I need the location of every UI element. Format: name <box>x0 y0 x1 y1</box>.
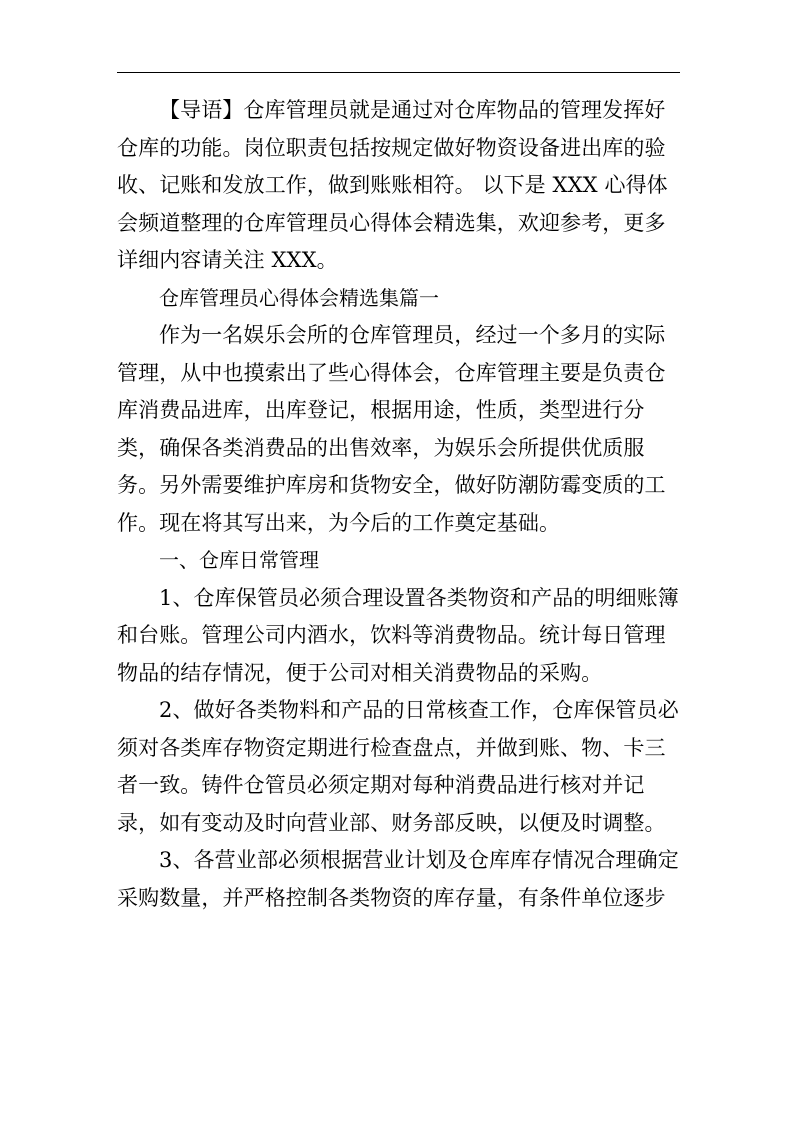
body-paragraph: 1、仓库保管员必须合理设置各类物资和产品的明细账簿和台账。管理公司内酒水，饮料等消费物品。统计每日管理物品的结存情况，便于公司对相关消费物品的采购。 <box>117 585 679 685</box>
document-body <box>117 92 682 917</box>
body-paragraph: 3、各营业部必须根据营业计划及仓库库存情况合理确定采购数量，并严格控制各类物资的库存量，有条件单位逐步 <box>117 848 679 910</box>
body-paragraph: 2、做好各类物料和产品的日常核查工作，仓库保管员必须对各类库存物资定期进行检查盘点，并做到账、物、卡三者一致。铸件仓管员必须定期对每种消费品进行核对并记录，如有变动及时向营业部、财务部反映，以便及时调整。 <box>117 698 679 835</box>
section-heading: 一、仓库日常管理 <box>159 548 319 572</box>
intro-paragraph: 【导语】仓库管理员就是通过对仓库物品的管理发挥好仓库的功能。岗位职责包括按规定做好物资设备进出库的验收、记账和发放工作，做到账账相符。 以下是 XXX 心得体会频道整理的仓库管理员心得体会精选集，欢迎参考，更多详细内容请关注 XXX。 <box>117 98 668 272</box>
article-heading: 仓库管理员心得体会精选集篇一 <box>159 285 439 310</box>
header-rule <box>117 72 680 73</box>
body-paragraph: 作为一名娱乐会所的仓库管理员，经过一个多月的实际管理，从中也摸索出了些心得体会，仓库管理主要是负责仓库消费品进库，出库登记，根据用途，性质，类型进行分类，确保各类消费品的出售效率，为娱乐会所提供优质服务。另外需要维护库房和货物安全，做好防潮防霉变质的工作。现在将其写出来，为今后的工作奠定基础。 <box>117 323 666 535</box>
